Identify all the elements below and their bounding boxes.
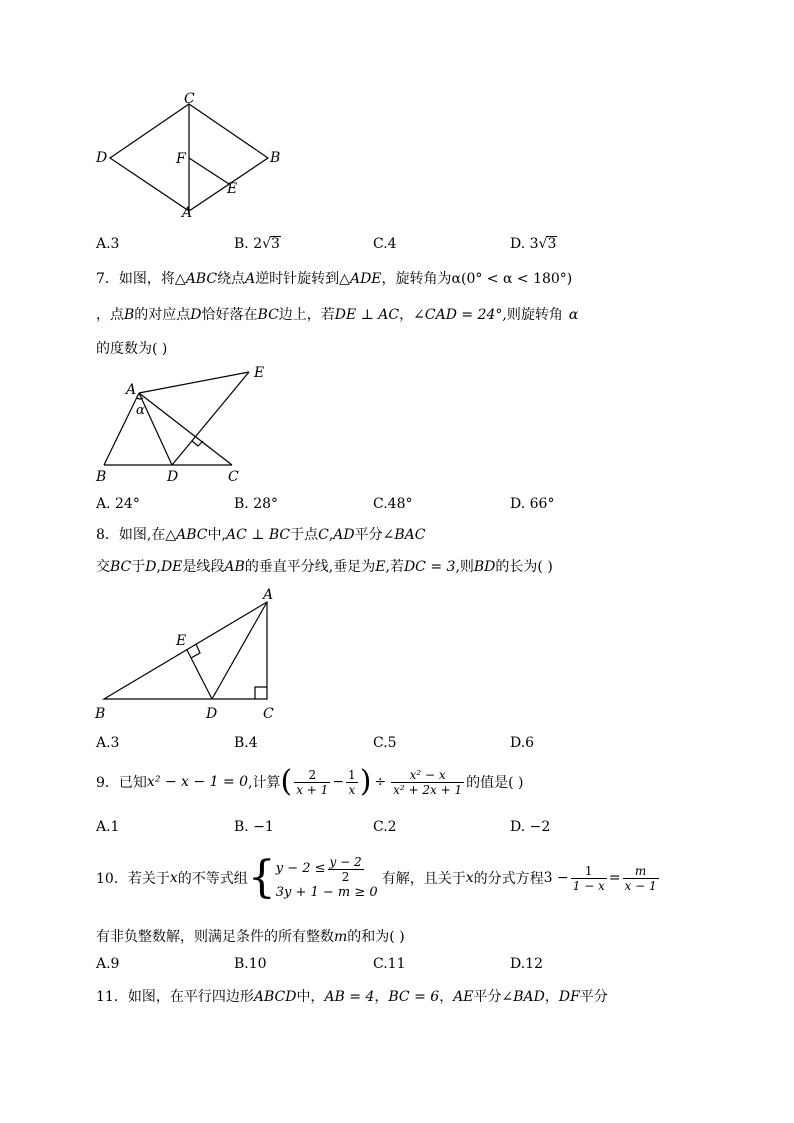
q9-option-d: D. −2 [510, 819, 551, 835]
q7-option-d: D. 66° [510, 496, 555, 512]
q8-option-a: A.3 [96, 735, 120, 751]
label-C: C [263, 706, 274, 722]
q9-option-c: C.2 [373, 819, 397, 835]
q8-line-1: 8．如图,在△ABC中,AC ⊥ BC于点C,AD平分∠BAC [96, 527, 426, 543]
label-F: F [176, 151, 186, 167]
label-E: E [176, 633, 187, 649]
label-E: E [254, 365, 265, 381]
q10-option-b: B.10 [234, 956, 267, 972]
q6-option-c: C.4 [373, 236, 397, 252]
label-C: C [184, 92, 195, 107]
q10-option-c: C.11 [373, 956, 406, 972]
q6-option-d-radicand: 3 [547, 236, 557, 252]
q6-option-d-label: D. 3 [510, 236, 539, 252]
label-C: C [228, 469, 239, 485]
q9-fraction-3: $\frac{\text{x² − x}}{\text{x² + 2x + 1}}$ [393, 767, 463, 797]
q6-option-b-label: B. 2 [234, 236, 263, 252]
figure-rotation [92, 362, 282, 487]
q10-line-1: 10．若关于 x 的不等式组 { y − 2 ≤ $\frac{y - 2}{2}$ 3y + 1 − m ≥ 0 有解，且关于 x 的分式方程 3 − $\frac{1}{1 - x}$ = $\frac{m}{x - 1}$ [96, 852, 657, 903]
brace-open: { [247, 852, 276, 903]
q7-line-2: ，点B的对应点D恰好落在BC边上，若DE ⊥ AC，∠CAD = 24°,则旋转角 α [96, 307, 579, 323]
label-B: B [96, 469, 107, 485]
figure-rhombus [90, 92, 290, 222]
label-A: A [263, 587, 274, 603]
label-D: D [167, 469, 179, 485]
q6-option-a: A.3 [96, 236, 120, 252]
q10-fraction-2: $\frac{m}{x - 1}$ [624, 863, 657, 893]
figure-right-triangle [90, 584, 290, 724]
q10-line-2: 有非负整数解，则满足条件的所有整数m的和为( ) [96, 929, 405, 945]
q9-line: 9．已知 x² − x − 1 = 0 ,计算 ( $\frac{2}{x + 1}$ − $\frac{1}{x}$ ) ÷ $\frac{\text{x² − x}}{\text{x² + 2x + 1}}$ 的值是( ) [96, 764, 524, 799]
label-A: A [126, 382, 137, 398]
label-B: B [270, 150, 281, 166]
label-A: A [182, 205, 193, 221]
q11-line-1: 11．如图，在平行四边形ABCD中，AB = 4，BC = 6，AE平分∠BAD，DF平分 [96, 989, 608, 1005]
q9-fraction-1: $\frac{2}{x + 1}$ [296, 767, 329, 797]
q7-option-a: A. 24° [96, 496, 140, 512]
q8-line-2: 交BC于D,DE是线段AB的垂直平分线,垂足为E,若DC = 3,则BD的长为( ) [96, 559, 553, 575]
label-E: E [227, 181, 238, 197]
q9-fraction-2: $\frac{1}{x}$ [348, 767, 356, 797]
q8-option-b: B.4 [234, 735, 258, 751]
q10-inequality-system: y − 2 ≤ $\frac{y - 2}{2}$ 3y + 1 − m ≥ 0 [275, 854, 378, 900]
q10-option-a: A.9 [96, 956, 120, 972]
q10-fraction-1: $\frac{1}{1 - x}$ [572, 863, 605, 893]
label-D: D [206, 706, 218, 722]
sqrt-sign: √ [262, 236, 272, 252]
label-B: B [95, 706, 106, 722]
label-alpha: α [136, 403, 145, 418]
q6-option-b-radicand: 3 [271, 236, 280, 252]
q10-option-d: D.12 [510, 956, 543, 972]
q7-option-b: B. 28° [234, 496, 279, 512]
q9-option-b: B. −1 [234, 819, 274, 835]
q7-line-1: 7．如图，将△ABC绕点A逆时针旋转到△ADE，旋转角为α(0° < α < 180°) [96, 271, 573, 287]
paren-close: ) [359, 764, 372, 799]
q8-option-d: D.6 [510, 735, 535, 751]
q7-line-3: 的度数为( ) [96, 341, 168, 357]
sqrt-sign: √ [538, 236, 548, 252]
paren-open: ( [280, 764, 293, 799]
label-D: D [96, 150, 108, 166]
q6-option-b [234, 236, 281, 252]
q9-option-a: A.1 [96, 819, 120, 835]
q7-option-c: C.48° [373, 496, 413, 512]
q6-option-d [510, 236, 557, 252]
q8-option-c: C.5 [373, 735, 397, 751]
